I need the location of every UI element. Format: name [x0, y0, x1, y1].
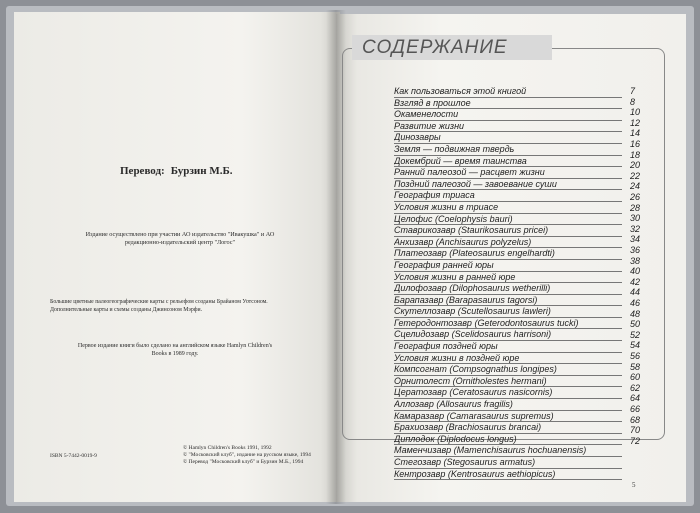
toc-entry-page: 60 [630, 372, 641, 383]
toc-entry: Платеозавр (Plateosaurus engelhardti) [394, 248, 622, 260]
toc-entry-page: 52 [630, 329, 641, 340]
toc-entry: Докембрий — время таинства [394, 156, 622, 168]
left-page [14, 12, 340, 502]
publisher-note: Издание осуществлено при участии АО издательство "Ивакушка" и АО редакционно-издательский центр "Логос" [85, 231, 275, 246]
toc-entry-page: 42 [630, 276, 641, 287]
toc-entry-page: 26 [630, 192, 641, 202]
toc-entry-page: 46 [630, 298, 641, 308]
toc-entry: Гетеродонтозавр (Geterodontosaurus tucki) [394, 318, 622, 330]
toc-entry: Условия жизни в поздней юре [394, 353, 622, 365]
toc-entry: Ставрикозавр (Staurikosaurus pricei) [394, 225, 622, 237]
toc-entry: Анхизавр (Anchisaurus polyzelus) [394, 237, 622, 249]
toc-entry: Брахиозавр (Brachiosaurus brancai) [394, 422, 622, 434]
page-number: 5 [632, 481, 636, 489]
toc-entry-page: 30 [630, 213, 641, 224]
toc-entry: Скутеллозавр (Scutellosaurus lawleri) [394, 306, 622, 318]
toc-entry-page: 48 [630, 308, 641, 319]
toc-entry-page: 32 [630, 223, 641, 234]
isbn: ISBN 5-7442-0019-9 [50, 453, 97, 459]
toc-entry: Стегозавр (Stegosaurus armatus) [394, 457, 622, 469]
toc-entry: Маменчизавр (Mamenchisaurus hochuanensis) [394, 445, 622, 457]
toc-list [394, 86, 622, 480]
copyright-line: © Перевод "Московский клуб" и Бурзин М.Б., 1994 [183, 459, 304, 465]
toc-entry: Целофис (Coelophysis bauri) [394, 214, 622, 226]
toc-entry: География поздней юры [394, 341, 622, 353]
toc-entry-page: 8 [630, 96, 636, 107]
toc-entry-page: 70 [630, 425, 641, 436]
toc-entry: Сцелидозавр (Scelidosaurus harrisoni) [394, 329, 622, 341]
toc-entry-page: 14 [630, 128, 641, 139]
toc-entry-page: 24 [630, 181, 641, 192]
translator-label: Перевод: [120, 165, 165, 177]
toc-entry-page: 7 [630, 86, 636, 96]
toc-entry: Диплодок (Diplodocus longus) [394, 434, 622, 446]
toc-entry-page: 22 [630, 170, 641, 181]
toc-entry: Развитие жизни [394, 121, 622, 133]
toc-entry: Орнитолест (Ornitholestes hermani) [394, 376, 622, 388]
toc-entry: Динозавры [394, 132, 622, 144]
toc-entry: Как пользоваться этой книгой [394, 86, 622, 98]
toc-entry: География триаса [394, 190, 622, 202]
toc-entry: Ранний палеозой — расцвет жизни [394, 167, 622, 179]
toc-title: СОДЕРЖАНИЕ [362, 37, 508, 58]
toc-entry: Барапазавр (Barapasaurus tagorsi) [394, 295, 622, 307]
toc-entry-page: 34 [630, 234, 641, 245]
toc-entry-page: 58 [630, 361, 641, 372]
toc-entry-page: 54 [630, 340, 641, 351]
toc-entry: Аллозавр (Allosaurus fragilis) [394, 399, 622, 411]
toc-entry: Цератозавр (Ceratosaurus nasicornis) [394, 387, 622, 399]
toc-entry: Дилофозавр (Dilophosaurus wetherilli) [394, 283, 622, 295]
toc-entry: Кентрозавр (Kentrosaurus aethiopicus) [394, 469, 622, 481]
toc-entry-page: 18 [630, 149, 641, 160]
toc-entry-page: 72 [630, 435, 641, 446]
toc-entry: Взгляд в прошлое [394, 98, 622, 110]
toc-entry: Компсогнат (Compsognathus longipes) [394, 364, 622, 376]
toc-entry: Земля — подвижная твердь [394, 144, 622, 156]
maps-note: Большие цветные палеогеографические карты с рельефом созданы Брайаном Уотсоном. Дополнительные карты и схемы созданы Джинсоном Мэрфи. [50, 299, 268, 313]
toc-entry-page: 66 [630, 404, 641, 414]
toc-entry-page: 16 [630, 139, 641, 149]
copyright-line: © Hamlyn Children's Books 1991, 1992 [183, 445, 272, 451]
toc-entry-page: 36 [630, 245, 641, 255]
toc-entry-page: 62 [630, 382, 641, 393]
toc-entry: Поздний палеозой — завоевание суши [394, 179, 622, 191]
translator-line [120, 165, 232, 177]
toc-entry-page: 44 [630, 287, 641, 298]
toc-entry-page: 56 [630, 351, 641, 361]
copyright-block [183, 445, 333, 466]
toc-entry: Окаменелости [394, 109, 622, 121]
toc-entry-page: 20 [630, 160, 641, 171]
toc-entry: Камаразавр (Camarasaurus supremus) [394, 411, 622, 423]
toc-entry-page: 10 [630, 107, 641, 118]
translator-name: Бурзин М.Б. [170, 165, 233, 177]
toc-entry-page: 12 [630, 117, 641, 128]
original-edition-note: Первое издание книги было сделано на английском языке Hamlyn Children's Books в 1989 году. [77, 343, 273, 357]
toc-entry: Условия жизни в триасе [394, 202, 622, 214]
toc-entry-page: 64 [630, 393, 641, 404]
copyright-line: © "Московский клуб", издание на русском языке, 1994 [183, 452, 311, 458]
toc-entry: География ранней юры [394, 260, 622, 272]
toc-entry-page: 28 [630, 202, 641, 213]
toc-entry-page: 38 [630, 255, 641, 266]
toc-entry-page: 50 [630, 319, 641, 330]
toc-entry-page: 40 [630, 266, 641, 277]
toc-entry: Условия жизни в ранней юре [394, 272, 622, 284]
toc-entry-page: 68 [630, 414, 641, 425]
